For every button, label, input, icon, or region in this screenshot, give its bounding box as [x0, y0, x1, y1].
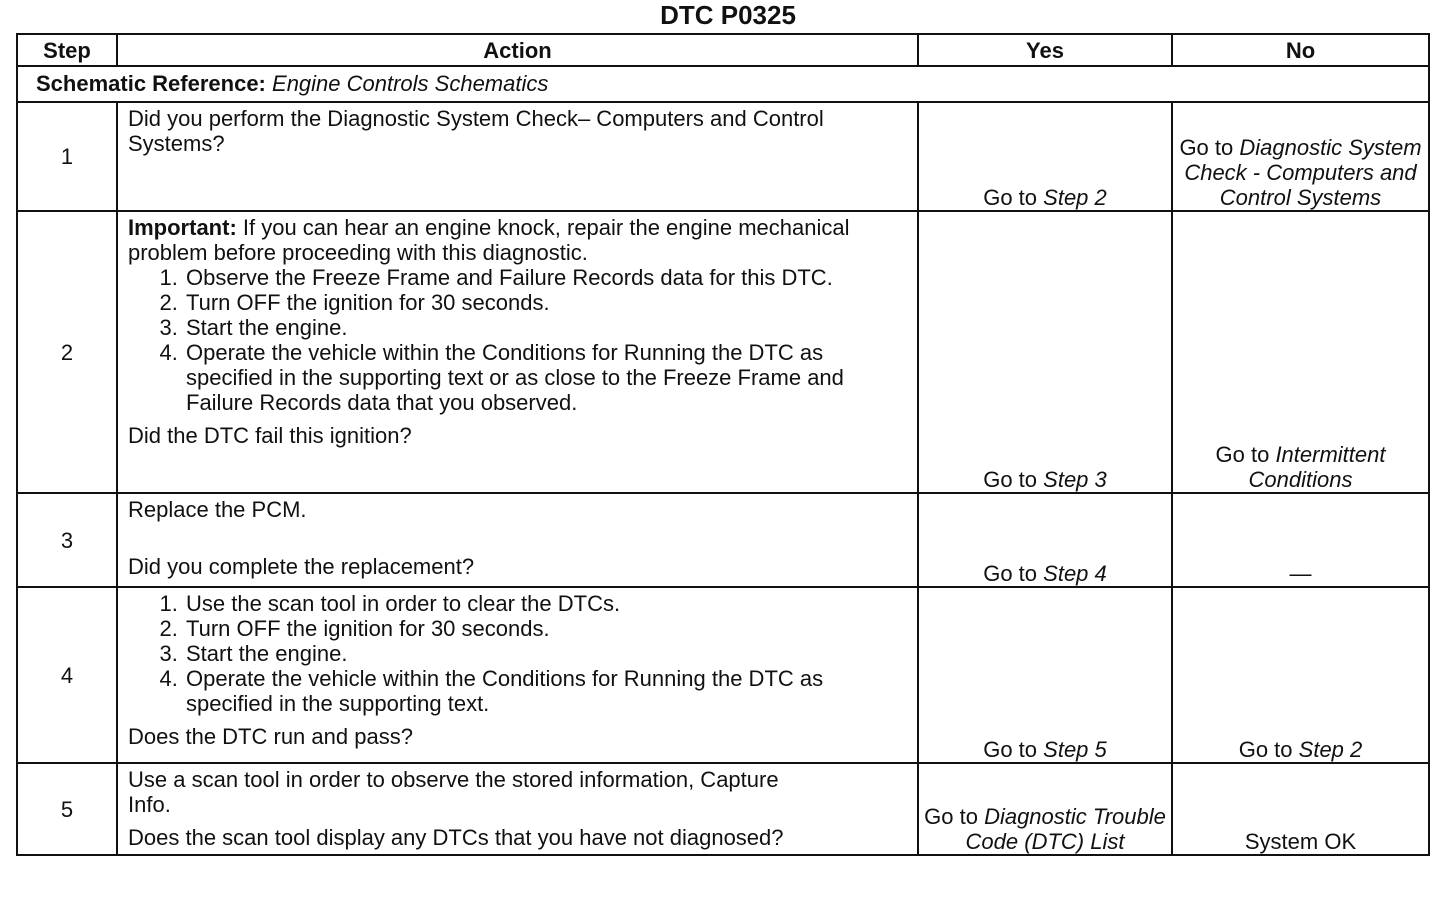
important-note — [128, 215, 907, 265]
table-row — [17, 211, 1429, 493]
yes-prefix: Go to — [924, 804, 978, 829]
step-number: 3 — [17, 493, 117, 587]
schematic-row — [17, 66, 1429, 102]
list-item: 4. Operate the vehicle within the Conditions for Running the DTC as specified in the supporting text. — [184, 666, 907, 716]
yes-link[interactable]: Step 4 — [1043, 561, 1107, 586]
schematic-label: Schematic Reference: — [36, 71, 266, 96]
header-row — [17, 34, 1429, 66]
list-item: 3. Start the engine. — [184, 641, 907, 666]
action-cell — [117, 493, 918, 587]
important-label: Important: — [128, 215, 237, 240]
list-item: 4. Operate the vehicle within the Conditions for Running the DTC as specified in the supporting text or as close to the Freeze Frame and Failure Records data that you observed. — [184, 340, 907, 415]
no-cell — [1172, 763, 1429, 855]
header-yes: Yes — [918, 34, 1172, 66]
table-row — [17, 493, 1429, 587]
list-item: 2. Turn OFF the ignition for 30 seconds. — [184, 616, 907, 641]
yes-link[interactable]: Diagnostic Trouble Code (DTC) List — [965, 804, 1166, 854]
yes-link[interactable]: Step 5 — [1043, 737, 1107, 762]
question-text: Does the DTC run and pass? — [128, 724, 413, 749]
action-cell — [117, 763, 918, 855]
yes-cell — [918, 763, 1172, 855]
yes-cell — [918, 211, 1172, 493]
diagnostic-table — [16, 33, 1430, 856]
schematic-link[interactable]: Engine Controls Schematics — [272, 71, 549, 96]
no-prefix: Go to — [1238, 737, 1293, 762]
step-number: 5 — [17, 763, 117, 855]
table-row — [17, 763, 1429, 855]
no-text: — — [1289, 561, 1312, 586]
important-text: If you can hear an engine knock, repair the engine mechanical problem before proceeding with this diagnostic. — [128, 215, 850, 265]
list-item: 3. Start the engine. — [184, 315, 907, 340]
table-row — [17, 102, 1429, 211]
yes-cell — [918, 102, 1172, 211]
yes-link[interactable]: Step 2 — [1043, 185, 1107, 210]
action-text: Replace the PCM. — [128, 497, 307, 522]
yes-prefix: Go to — [983, 561, 1038, 586]
step-number: 2 — [17, 211, 117, 493]
question-text: Did you complete the replacement? — [128, 554, 475, 579]
action-text: Did you perform the Diagnostic System Check– Computers and Control Systems? — [128, 106, 824, 156]
yes-prefix: Go to — [983, 737, 1038, 762]
no-link[interactable]: Intermittent Conditions — [1248, 442, 1386, 492]
yes-link[interactable]: Step 3 — [1043, 467, 1107, 492]
list-item: 1. Use the scan tool in order to clear the DTCs. — [184, 591, 907, 616]
no-prefix: Go to — [1179, 135, 1234, 160]
action-cell — [117, 211, 918, 493]
yes-cell — [918, 493, 1172, 587]
question-text: Does the scan tool display any DTCs that you have not diagnosed? — [128, 825, 784, 850]
page-title: DTC P0325 — [660, 0, 796, 30]
no-cell — [1172, 493, 1429, 587]
question-text: Did the DTC fail this ignition? — [128, 423, 412, 448]
schematic-reference — [17, 66, 1429, 102]
action-text: Use a scan tool in order to observe the stored information, Capture Info. — [128, 767, 779, 817]
yes-cell — [918, 587, 1172, 763]
table-row — [17, 587, 1429, 763]
yes-prefix: Go to — [983, 185, 1038, 210]
step-number: 1 — [17, 102, 117, 211]
list-item: 2. Turn OFF the ignition for 30 seconds. — [184, 290, 907, 315]
no-link[interactable]: Step 2 — [1298, 737, 1363, 762]
step-number: 4 — [17, 587, 117, 763]
yes-prefix: Go to — [983, 467, 1038, 492]
action-cell — [117, 102, 918, 211]
no-cell — [1172, 587, 1429, 763]
action-cell — [117, 587, 918, 763]
header-step: Step — [17, 34, 117, 66]
header-no: No — [1172, 34, 1429, 66]
instruction-list — [128, 591, 907, 716]
no-text: System OK — [1244, 829, 1357, 854]
header-action: Action — [117, 34, 918, 66]
no-cell — [1172, 102, 1429, 211]
no-cell — [1172, 211, 1429, 493]
no-prefix: Go to — [1215, 442, 1270, 467]
no-link[interactable]: Diagnostic System Check - Computers and Control Systems — [1184, 135, 1422, 210]
list-item: 1. Observe the Freeze Frame and Failure Records data for this DTC. — [184, 265, 907, 290]
instruction-list — [128, 265, 907, 415]
